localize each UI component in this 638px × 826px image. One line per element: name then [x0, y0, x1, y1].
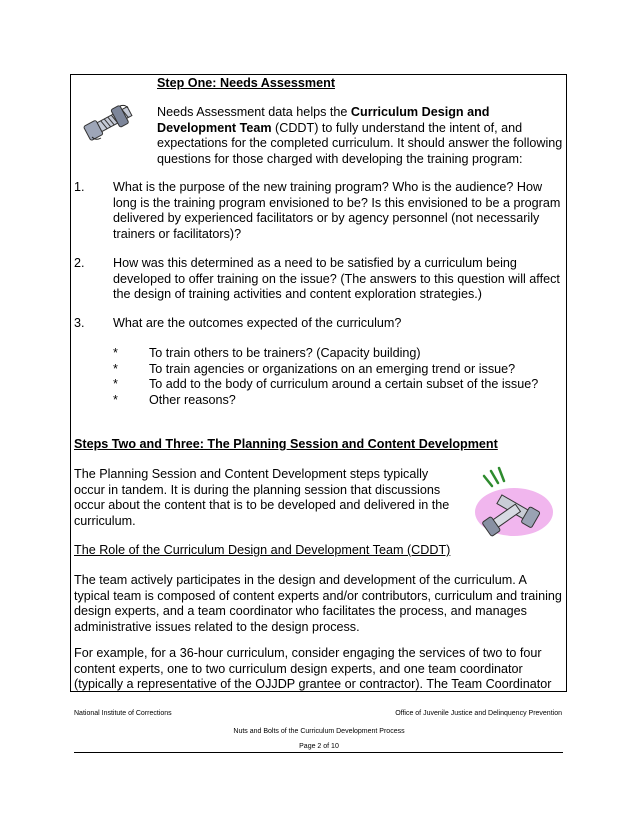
bullet-mark: * [113, 346, 118, 360]
planning-para-line: occur in tandem. It is during the planning session that discussions [74, 482, 441, 497]
bullet-text: To add to the body of curriculum around a certain subset of the issue? [149, 377, 539, 391]
bolts-clipart [470, 466, 556, 540]
question-line: What is the purpose of the new training program? Who is the audience? How [113, 180, 543, 194]
cddt-para-line: typical team is composed of content experts and/or contributors, curriculum and training [74, 588, 562, 603]
cddt-para-line: The team actively participates in the design and development of the curriculum. A [74, 573, 527, 587]
cddt-para-line: (typically a representative of the OJJDP grantee or contractor). The Team Coordinator [74, 677, 552, 691]
footer-rule [74, 752, 563, 753]
step-one-intro-line: expectations for the completed curriculum. It should answer the following [157, 136, 563, 150]
cddt-para-line: administrative issues related to the design process. [74, 619, 360, 634]
question-line: delivered by experienced facilitators or by agency personnel (not necessarily [113, 211, 540, 225]
bullet-text: To train agencies or organizations on an emerging trend or issue? [149, 361, 516, 376]
planning-para-line: occur about the content that is to be developed and delivered in the [74, 498, 450, 512]
question-line: trainers or facilitators)? [113, 226, 242, 241]
step-one-intro-line: Development Team (CDDT) to fully understand the intent of, and [157, 120, 523, 135]
question-number: 2. [74, 256, 85, 270]
footer-center: Nuts and Bolts of the Curriculum Development Process [233, 728, 405, 735]
bullet-mark: * [113, 377, 118, 391]
bullet-text: Other reasons? [149, 392, 236, 407]
step-one-heading: Step One: Needs Assessment [157, 76, 336, 90]
steps-two-three-heading: Steps Two and Three: The Planning Session and Content Development [74, 437, 498, 451]
planning-para-line: curriculum. [74, 513, 136, 528]
nut-and-bolt-clipart [80, 100, 142, 142]
bullet-text: To train others to be trainers? (Capacity building) [149, 346, 421, 360]
footer-left: National Institute of Corrections [74, 710, 172, 717]
bullet-mark: * [113, 392, 118, 407]
question-line: developed to offer training on the issue? (The answers to this question will affect [113, 271, 560, 286]
step-one-intro-line: Needs Assessment data helps the Curriculum Design and [157, 105, 490, 119]
cddt-para-line: design experts, and a team coordinator who facilitates the process, and manages [74, 604, 527, 618]
cddt-para-line: content experts, one to two curriculum design experts, and one team coordinator [74, 661, 523, 676]
step-one-intro-line: questions for those charged with developing the training program: [157, 151, 523, 166]
cddt-heading: The Role of the Curriculum Design and Development Team (CDDT) [74, 543, 451, 557]
cddt-para-line: For example, for a 36-hour curriculum, consider engaging the services of two to four [74, 646, 542, 660]
question-line: long is the training program envisioned to be? Is this envisioned to be a program [113, 195, 561, 210]
footer-page-number: Page 2 of 10 [299, 743, 339, 750]
question-line: How was this determined as a need to be satisfied by a curriculum being [113, 256, 517, 270]
bullet-mark: * [113, 361, 118, 376]
question-number: 3. [74, 316, 85, 330]
question-line: What are the outcomes expected of the curriculum? [113, 316, 402, 330]
planning-para-line: The Planning Session and Content Development steps typically [74, 467, 429, 481]
footer-right: Office of Juvenile Justice and Delinquency Prevention [395, 710, 562, 717]
question-line: the design of training activities and content exploration strategies.) [113, 287, 482, 301]
question-number: 1. [74, 180, 85, 194]
